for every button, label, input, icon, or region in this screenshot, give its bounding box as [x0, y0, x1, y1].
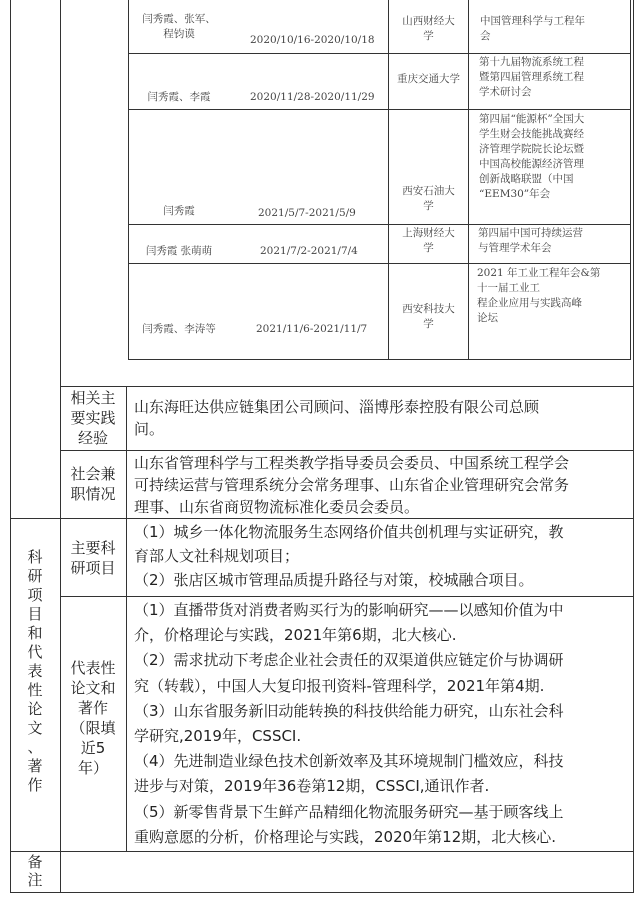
conf-dates: 2020/10/16-2020/10/18: [250, 34, 375, 46]
outer-left-border: [10, 0, 11, 893]
remarks-label: 备 注: [27, 853, 43, 889]
social-content: 山东省管理科学与工程类教学指导委员会委员、中国系统工程学会 可持续运营与管理系统分会常务理事、山东省企业管理研究会常务 理事、山东省商贸物流标准化委员会委员。: [134, 454, 570, 516]
conf-people: 闫秀霞、张军、 程钧谟: [142, 13, 216, 40]
conf-dates: 2021/7/2-2021/7/4: [260, 245, 358, 257]
practice-content: 山东海旺达供应链集团公司顾问、淄博彤泰控股有限公司总顾 问。: [134, 398, 540, 438]
conf-venue: 上海财经大 学: [402, 227, 455, 254]
projects-label: 主要科 研项目: [70, 539, 116, 577]
section-divider: [10, 851, 634, 852]
conf-people: 闫秀霞、李涛等: [142, 323, 216, 335]
conf-row-divider: [128, 53, 631, 54]
conf-table-right: [630, 0, 631, 360]
conf-venue: 西安科技大 学: [402, 303, 455, 330]
conf-dates: 2021/11/6-2021/11/7: [256, 323, 368, 335]
outer-bottom-border: [10, 892, 634, 893]
conf-people: 闫秀霞、李霞: [147, 91, 211, 103]
conf-dates: 2021/5/7-2021/5/9: [258, 207, 356, 219]
outer-right-border: [633, 0, 634, 893]
conf-table-left: [128, 0, 129, 360]
conf-name: 第四届“能源杯”全国大 学生财会技能挑战赛经 济管理学院院长论坛暨 中国高校能源经济管理 创新战略联盟（中国 “EEM30”年会: [479, 113, 585, 200]
conf-venue: 山西财经大 学: [402, 15, 455, 42]
conf-venue: 重庆交通大学: [397, 73, 460, 85]
conf-col-divider: [468, 0, 469, 360]
social-label: 社会兼 职情况: [70, 465, 116, 503]
row-divider: [60, 386, 634, 387]
conf-table-bottom: [128, 359, 631, 360]
conf-name: 2021 年工业工程年会&第 十一届工业工 程企业应用与实践高峰 论坛: [477, 267, 601, 324]
conf-name: 第四届中国可持续运营 与管理学术年会: [478, 227, 583, 254]
conf-name: 第十九届物流系统工程 暨第四届管理系统工程 学术研讨会: [479, 56, 584, 98]
section-divider: [10, 518, 634, 519]
conf-name: 中国管理科学与工程年 会: [480, 15, 585, 42]
label-column-divider: [126, 386, 127, 851]
papers-content: （1）直播带货对消费者购买行为的影响研究——以感知价值为中 介，价格理论与实践，2021年第6期，北大核心. （2）需求扰动下考虑企业社会责任的双渠道供应链定价与协调研 究（转载），中国人大复印报刊资料-管理科学，2021年第4期. （3）山东省服务新旧动能转换的科技供给能力研究，山东社会科 学研究,2019年，CSSCI. （4）先进制造业绿色技术创新效率及其环境规制门槛效应，科技 进步与对策，2019年36卷第12期，CSSCI,通讯作者. （5）新零售背景下生鲜产品精细化物流服务研究—基于顾客线上 重购意愿的分析，价格理论与实践，2020年第12期，北大核心.: [134, 601, 564, 846]
conf-venue: 西安石油大 学: [402, 185, 455, 212]
conf-row-divider: [128, 224, 631, 225]
conf-people: 闫秀霞: [163, 205, 195, 217]
research-section-label: 科 研 项 目 和 代 表 性 论 文 、 著 作: [27, 548, 43, 794]
practice-label: 相关主 要实践 经验: [70, 389, 116, 447]
row-divider: [60, 596, 634, 597]
conf-dates: 2020/11/28-2020/11/29: [250, 91, 375, 103]
row-divider: [60, 450, 634, 451]
conf-row-divider: [128, 109, 631, 110]
conf-people: 闫秀霞 张萌萌: [145, 245, 213, 257]
papers-label: 代表性 论文和 著作 （限填 近5 年）: [70, 659, 116, 777]
conf-row-divider: [128, 263, 631, 264]
projects-content: （1）城乡一体化物流服务生态网络价值共创机理与实证研究，教 育部人文社科规划项目； （2）张店区城市管理品质提升路径与对策，校城融合项目。: [134, 523, 564, 589]
